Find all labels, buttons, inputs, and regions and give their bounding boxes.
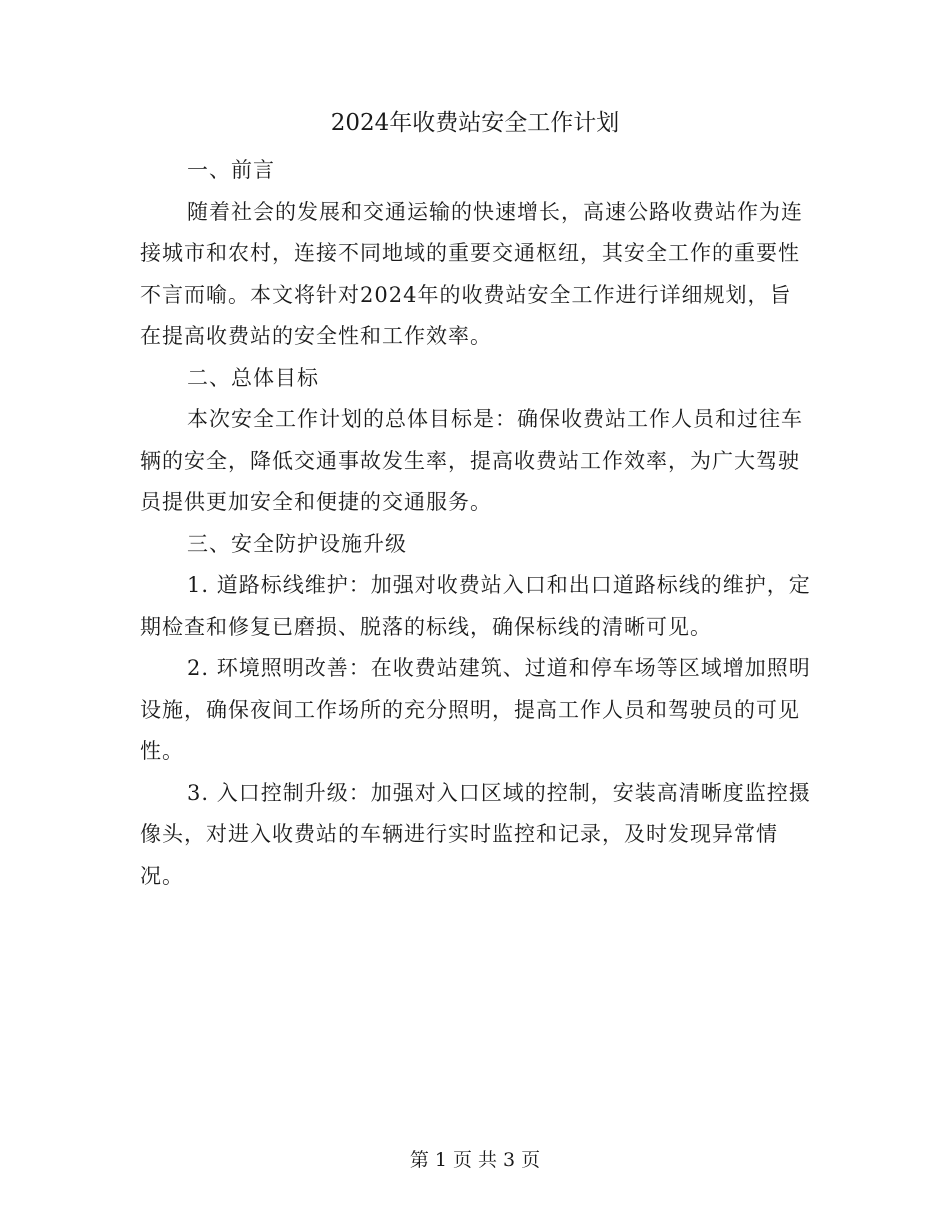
paragraph-preface: 随着社会的发展和交通运输的快速增长，高速公路收费站作为连接城市和农村，连接不同地域的重要交通枢纽，其安全工作的重要性不言而喻。本文将针对2024年的收费站安全工作进行详细规划，旨在提高收费站的安全性和工作效率。	[140, 199, 803, 348]
paragraph-item-1: 1. 道路标线维护：加强对收费站入口和出口道路标线的维护，定期检查和修复已磨损、脱落的标线，确保标线的清晰可见。	[140, 573, 811, 639]
section-heading-facilities: 三、安全防护设施升级	[187, 531, 407, 556]
paragraph-goals: 本次安全工作计划的总体目标是：确保收费站工作人员和过往车辆的安全，降低交通事故发生率，提高收费站工作效率，为广大驾驶员提供更加安全和便捷的交通服务。	[140, 407, 803, 514]
paragraph-item-2: 2. 环境照明改善：在收费站建筑、过道和停车场等区域增加照明设施，确保夜间工作场所的充分照明，提高工作人员和驾驶员的可见性。	[140, 656, 811, 763]
section-heading-goals: 二、总体目标	[187, 365, 319, 390]
page-number-footer: 第 1 页 共 3 页	[409, 1149, 541, 1171]
section-heading-preface: 一、前言	[187, 158, 275, 182]
document-title: 2024年收费站安全工作计划	[330, 110, 620, 136]
document-body	[140, 150, 812, 897]
paragraph-item-3: 3. 入口控制升级：加强对入口区域的控制，安装高清晰度监控摄像头，对进入收费站的车辆进行实时监控和记录，及时发现异常情况。	[140, 780, 811, 888]
